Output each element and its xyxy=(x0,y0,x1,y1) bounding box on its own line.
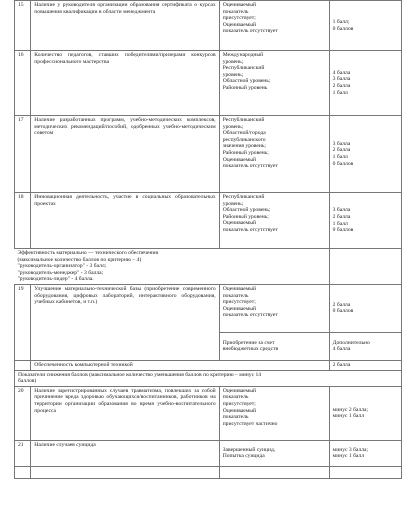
criteria-line: Оцениваемый xyxy=(222,305,257,312)
row-description: Наличие случаев суицида xyxy=(31,440,219,466)
section-line: Показатели снижения баллов (максимальное количество уменьшения баллов по критерию – минус 14 xyxy=(18,371,262,378)
criteria-line: присутствует; xyxy=(222,400,256,407)
row-criteria xyxy=(219,51,329,116)
criteria-line: уровень; xyxy=(222,200,244,207)
criteria-line: Республиканский xyxy=(222,117,265,123)
criteria-line: Оцениваемый xyxy=(222,387,257,394)
criteria-line: Оцениваемый xyxy=(222,407,257,414)
criteria-line: Попытка суицида xyxy=(222,453,265,460)
empty-cell xyxy=(329,249,401,285)
criteria-line: Оцениваемый xyxy=(222,21,257,28)
criteria-line: уровень; xyxy=(222,123,244,130)
row-number: 19 xyxy=(15,284,31,360)
row-description: Наличие у руководителя организации образования сертификата о курсах повышения квалификации в области менеджмента xyxy=(31,1,219,51)
section-line: "руководитель-лидер" - 4 балла. xyxy=(17,276,94,283)
points-line: 0 баллов xyxy=(332,227,354,234)
row-points xyxy=(329,1,401,51)
criteria-line: показатель отсутствует xyxy=(222,28,278,35)
criteria-line: показатель xyxy=(222,414,249,421)
row-criteria xyxy=(219,1,329,51)
row-description: Количество педагогов, ставших победителями/призерами конкурсов профессионального мастерства xyxy=(31,51,219,116)
points-line: 2 балла xyxy=(332,83,351,89)
row-points xyxy=(329,51,401,116)
row-points xyxy=(329,193,401,249)
row-criteria xyxy=(219,386,329,440)
criteria-line: Республиканский xyxy=(222,65,265,72)
section-line: "руководитель-менеджер" - 3 балла; xyxy=(17,269,104,276)
row-number: 16 xyxy=(15,51,31,116)
row-points xyxy=(329,332,401,360)
row-criteria xyxy=(219,116,329,193)
table-row xyxy=(15,51,402,116)
criteria-line: показатель отсутствует xyxy=(222,312,278,319)
criteria-line: присутствует частично xyxy=(222,420,278,427)
table-row xyxy=(15,386,402,440)
section-header xyxy=(15,370,402,386)
criteria-line: Областной/города xyxy=(222,130,266,137)
criteria-line: Районный уровень; xyxy=(222,213,269,220)
row-number: 21 xyxy=(15,440,31,466)
section-line: баллов) xyxy=(18,378,37,385)
row-points xyxy=(329,386,401,440)
points-line: 1 балл xyxy=(332,89,348,96)
criteria-line: показатель отсутствует xyxy=(222,163,278,170)
criteria-line: присутствует; xyxy=(222,299,256,306)
points-line: минус 1 балл xyxy=(332,453,365,460)
table-row xyxy=(15,116,402,193)
criteria-line: Областной уровень; xyxy=(222,207,271,214)
criteria-line: Международный xyxy=(222,52,264,58)
points-line: 1 балл; xyxy=(332,18,350,25)
points-line: 3 балла xyxy=(332,207,351,214)
points-line: 3 балла xyxy=(332,140,351,147)
row-number: 18 xyxy=(15,193,31,249)
table-row xyxy=(15,284,402,332)
points-line: Дополнительно xyxy=(332,339,370,346)
criteria-line: значения уровень; xyxy=(222,143,266,150)
table-row xyxy=(15,193,402,249)
criteria-line: Оцениваемый xyxy=(222,156,257,163)
points-line: 1 балл xyxy=(332,154,348,160)
criteria-line: Оцениваемый xyxy=(222,220,257,227)
row-points xyxy=(329,440,401,466)
table-row xyxy=(15,1,402,51)
section-header-row xyxy=(15,370,402,386)
row-points: 2 балла xyxy=(329,360,401,370)
row-criteria xyxy=(219,440,329,466)
row-criteria xyxy=(219,284,329,332)
row-criteria xyxy=(219,466,329,478)
points-line: 2 балла xyxy=(332,301,351,308)
criteria-line: Оцениваемый xyxy=(222,2,257,8)
criteria-table xyxy=(14,0,402,479)
points-line: минус 1 балл xyxy=(332,413,365,420)
points-line: 4 балла xyxy=(332,346,351,353)
row-description xyxy=(31,466,219,478)
section-header-row xyxy=(15,249,402,285)
row-number: 20 xyxy=(15,386,31,440)
row-points xyxy=(329,466,401,478)
section-header xyxy=(15,249,330,285)
points-line: 0 баллов xyxy=(332,160,354,167)
criteria-line: внебюджетных средств xyxy=(222,346,279,353)
points-line: 2 балла xyxy=(332,213,351,220)
row-number xyxy=(15,466,31,478)
table-row xyxy=(15,360,402,370)
row-number: 15 xyxy=(15,1,31,51)
points-line: 0 баллов xyxy=(332,25,354,32)
points-line: 2 балла xyxy=(332,147,351,154)
criteria-line: показатель xyxy=(222,292,249,299)
criteria-line: Районный уровень; xyxy=(222,149,269,156)
row-description: Улучшение материально-технической базы (приобретение современного оборудования, цифровых лабораторий, интерактивного оборудования, учебных кабинетов, и т.п.) xyxy=(31,284,219,360)
table-row xyxy=(15,466,402,478)
section-line: Эффективность материально — технического обеспечения xyxy=(17,250,159,256)
points-line: 4 балла xyxy=(332,69,351,76)
points-line: 0 баллов xyxy=(332,308,354,315)
criteria-line: показатель xyxy=(222,394,249,401)
points-line: 1 балл xyxy=(332,220,348,227)
section-line: "руководитель-организатор" - 3 балл; xyxy=(17,263,107,270)
row-description: Наличие разработанных программ, учебно-методических комплексов, методических рекомендаций/пособий, одобренных учебно-методическим советом xyxy=(31,116,219,193)
row-points xyxy=(329,284,401,332)
row-description: Обеспеченность компьютерной техникой xyxy=(31,360,329,370)
row-number: 17 xyxy=(15,116,31,193)
criteria-line: показатель отсутствует xyxy=(222,226,278,233)
row-criteria xyxy=(219,332,329,360)
section-line: (максимальное количество баллов по критерию – 4) xyxy=(17,256,142,263)
row-points xyxy=(329,116,401,193)
criteria-line: Завершенный суицид, xyxy=(222,446,276,453)
table-row xyxy=(15,440,402,466)
points-line: минус 2 балла; xyxy=(332,406,369,413)
points-line: минус 3 балла; xyxy=(332,446,369,453)
row-criteria xyxy=(219,193,329,249)
criteria-line: Приобретение за счет xyxy=(222,339,275,346)
criteria-line: Оцениваемый xyxy=(222,285,257,292)
points-line: 3 балла xyxy=(332,76,351,83)
row-number xyxy=(15,360,31,370)
criteria-line: Районный уровень xyxy=(222,84,268,91)
criteria-line: Республиканский xyxy=(222,194,265,200)
criteria-line: республиканского xyxy=(222,136,266,143)
criteria-line: присутствует; xyxy=(222,15,256,22)
row-description: Наличие зарегистрированных случаев травматизма, повлекших за собой причинение вреда здоровью обучающихся/воспитанников, работников на территории организации образования во время учебно-воспитательного процесса xyxy=(31,386,219,440)
criteria-line: уровень; xyxy=(222,71,244,78)
criteria-line: показатель xyxy=(222,8,249,15)
criteria-line: Областной уровень; xyxy=(222,78,271,85)
row-description: Инновационная деятельность, участие в социальных образовательных проектах xyxy=(31,193,219,249)
criteria-line: уровень; xyxy=(222,58,244,65)
